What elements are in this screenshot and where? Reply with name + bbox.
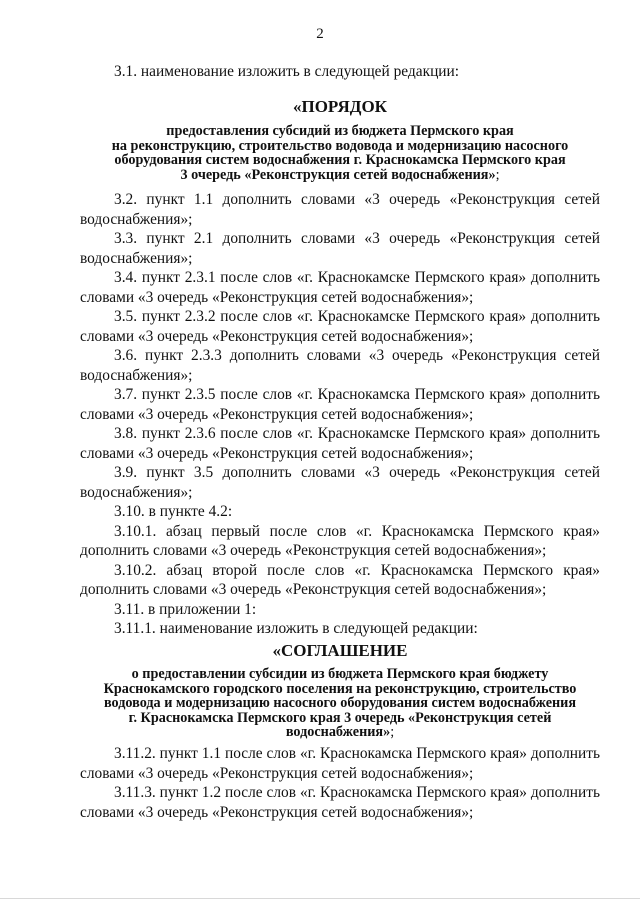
amendments-list: [80, 190, 600, 639]
procedure-title: «ПОРЯДОК: [292, 97, 387, 116]
procedure-subtitle-block: [80, 124, 600, 182]
agreement-subtitle-line: о предоставлении субсидии из бюджета Пермского края бюджету: [131, 666, 549, 682]
amendment-paragraph: 3.10. в пункте 4.2:: [114, 503, 233, 520]
amendment-paragraph: 3.7. пункт 2.3.5 после слов «г. Краснокамска Пермского края» дополнить словами «3 очередь «Реконструкция сетей водоснабжения»;: [80, 386, 600, 423]
amendment-paragraph: 3.2. пункт 1.1 дополнить словами «3 очередь «Реконструкция сетей водоснабжения»;: [80, 191, 600, 228]
page-number: 2: [316, 26, 324, 42]
amendment-paragraph: 3.8. пункт 2.3.6 после слов «г. Краснокамске Пермского края» дополнить словами «3 очередь «Реконструкция сетей водоснабжения»;: [80, 425, 600, 462]
amendment-paragraph: 3.10.2. абзац второй после слов «г. Краснокамска Пермского края» дополнить словами «3 очередь «Реконструкция сетей водоснабжения»;: [80, 561, 600, 598]
amendment-paragraph: 3.11. в приложении 1:: [114, 600, 257, 618]
scan-edge-line: [0, 898, 640, 899]
procedure-subtitle-line: предоставления субсидий из бюджета Пермского края: [166, 123, 514, 139]
intro-block: [80, 62, 600, 82]
amendment-paragraph: 3.11.2. пункт 1.1 после слов «г. Краснокамска Пермского края» дополнить словами «3 очередь «Реконструкция сетей водоснабжения»;: [80, 745, 600, 782]
amendment-paragraph: 3.10.1. абзац первый после слов «г. Краснокамска Пермского края» дополнить словами «3 очередь «Реконструкция сетей водоснабжения»;: [80, 522, 600, 559]
agreement-subtitle-line: г. Краснокамска Пермского края 3 очередь «Реконструкция сетей: [128, 709, 552, 726]
agreement-title: «СОГЛАШЕНИЕ: [272, 641, 408, 660]
amendment-paragraph: 3.9. пункт 3.5 дополнить словами «3 очередь «Реконструкция сетей водоснабжения»;: [80, 464, 600, 501]
agreement-subtitle-line: Краснокамского городского поселения на реконструкцию, строительство: [103, 680, 577, 697]
procedure-subtitle-line: на реконструкцию, строительство водовода и модернизацию насосного: [111, 137, 569, 154]
agreement-subtitle-tail: ;: [390, 724, 395, 741]
procedure-subtitle-line: оборудования систем водоснабжения г. Краснокамска Пермского края: [114, 152, 566, 169]
agreement-amendments-list: [80, 744, 600, 822]
intro-paragraph: 3.1. наименование изложить в следующей редакции:: [114, 63, 460, 80]
amendment-paragraph: 3.5. пункт 2.3.2 после слов «г. Краснокамске Пермского края» дополнить словами «3 очередь «Реконструкция сетей водоснабжения»;: [80, 308, 600, 345]
amendment-paragraph: 3.6. пункт 2.3.3 дополнить словами «3 очередь «Реконструкция сетей водоснабжения»;: [80, 347, 600, 384]
amendment-paragraph: 3.11.1. наименование изложить в следующей редакции:: [114, 620, 478, 637]
amendment-paragraph: 3.4. пункт 2.3.1 после слов «г. Краснокамске Пермского края» дополнить словами «3 очередь «Реконструкция сетей водоснабжения»;: [80, 269, 600, 306]
procedure-subtitle-tail: ;: [495, 166, 500, 183]
agreement-subtitle-line: водоснабжения»: [285, 724, 391, 741]
procedure-title-block: [80, 97, 600, 117]
agreement-subtitle: [80, 667, 600, 740]
agreement-subtitle-block: [80, 667, 600, 740]
procedure-subtitle-line: 3 очередь «Реконструкция сетей водоснабжения»: [180, 166, 496, 183]
agreement-subtitle-line: водовода и модернизацию насосного оборудования систем водоснабжения: [103, 695, 577, 712]
agreement-title-block: [80, 641, 600, 661]
amendment-paragraph: 3.11.3. пункт 1.2 после слов «г. Краснокамска Пермского края» дополнить словами «3 очередь «Реконструкция сетей водоснабжения»;: [80, 784, 600, 821]
amendment-paragraph: 3.3. пункт 2.1 дополнить словами «3 очередь «Реконструкция сетей водоснабжения»;: [80, 230, 600, 267]
procedure-subtitle: [80, 124, 600, 182]
